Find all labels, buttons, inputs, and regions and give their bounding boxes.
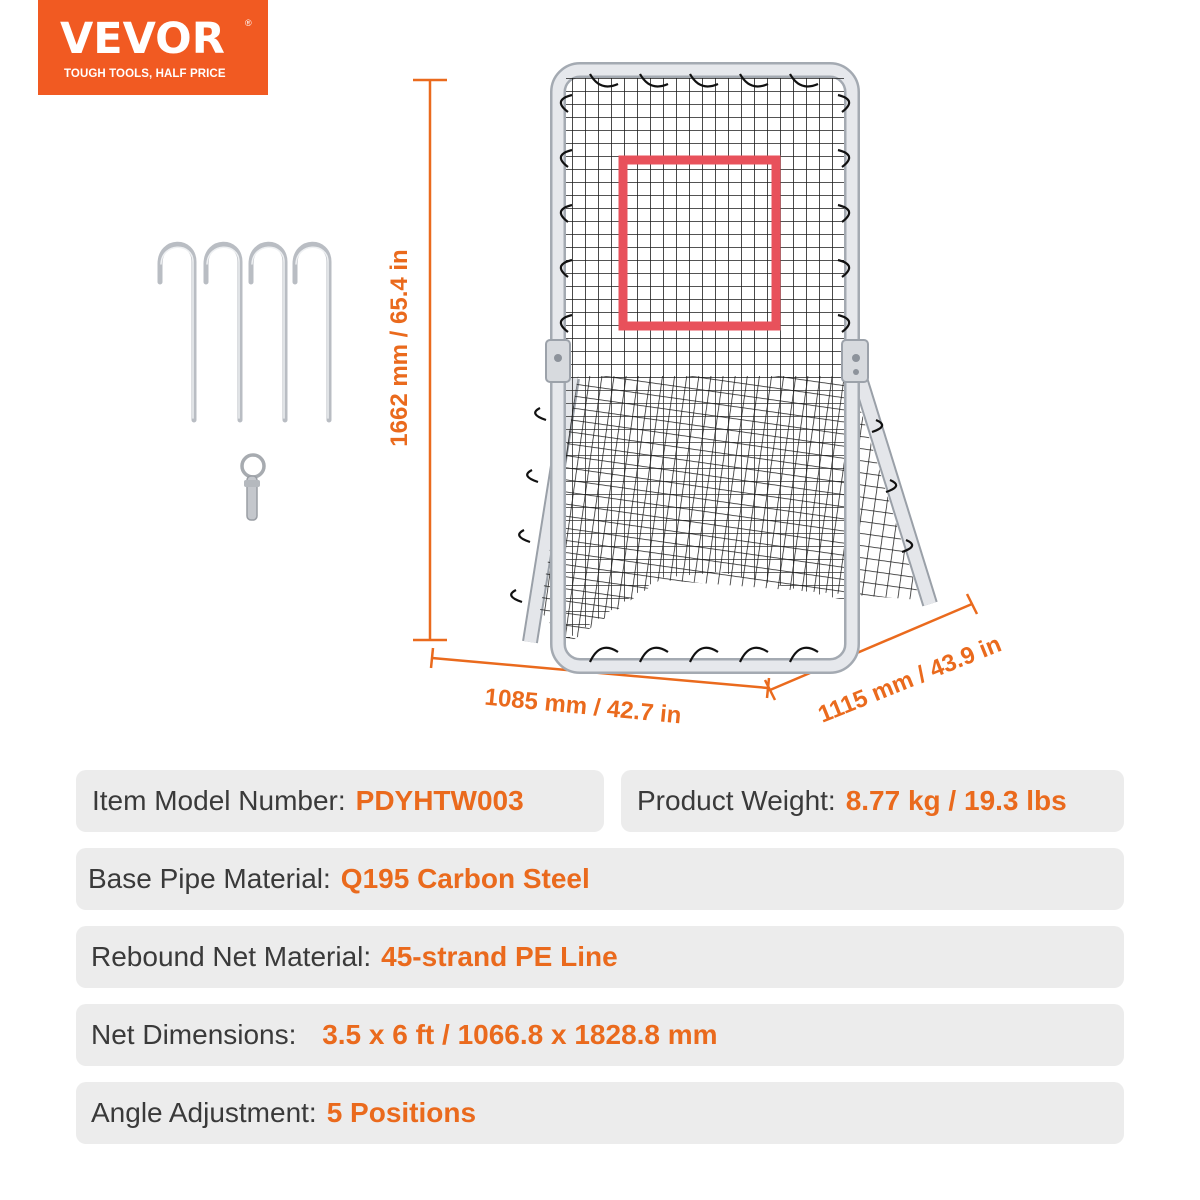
spec-label: Base Pipe Material: <box>88 863 331 894</box>
stakes-highlight <box>161 247 328 418</box>
spec-value: 8.77 kg / 19.3 lbs <box>845 785 1067 816</box>
height-dimension-line <box>413 80 447 640</box>
registered-mark: ® <box>245 18 252 28</box>
spec-angle-adjustment <box>76 1082 1124 1144</box>
lower-front-net <box>566 378 844 640</box>
spec-label: Product Weight: <box>637 785 836 816</box>
brand-name: VEVOR <box>60 14 225 64</box>
spec-model-number <box>76 770 604 832</box>
spec-base-pipe-material <box>76 848 1124 910</box>
spec-label: Item Model Number: <box>92 785 346 816</box>
stake-1 <box>160 244 194 420</box>
stake-4 <box>295 244 329 420</box>
spec-label: Rebound Net Material: <box>91 941 372 972</box>
depth-dimension-label: 1115 mm / 43.9 in <box>814 630 1006 729</box>
stake-2 <box>206 244 240 420</box>
spec-rebound-net-material <box>76 926 1124 988</box>
brand-tagline: TOUGH TOOLS, HALF PRICE <box>64 68 226 80</box>
upper-rebound-net <box>566 78 844 378</box>
spec-label: Net Dimensions: <box>91 1019 305 1050</box>
spec-net-dimensions <box>76 1004 1124 1066</box>
spec-value: 3.5 x 6 ft / 1066.8 x 1828.8 mm <box>322 1019 718 1050</box>
spec-value: 5 Positions <box>326 1097 477 1128</box>
spec-product-weight <box>621 770 1124 832</box>
stake-3 <box>251 244 285 420</box>
spec-value: Q195 Carbon Steel <box>340 863 590 894</box>
height-dimension-label: 1662 mm / 65.4 in <box>386 249 413 447</box>
spec-value: 45-strand PE Line <box>381 941 618 972</box>
spec-value: PDYHTW003 <box>355 785 524 816</box>
ground-stakes <box>160 244 329 420</box>
spec-label: Angle Adjustment: <box>91 1097 317 1128</box>
lock-pin <box>242 455 264 520</box>
width-dimension-label: 1085 mm / 42.7 in <box>483 683 683 730</box>
